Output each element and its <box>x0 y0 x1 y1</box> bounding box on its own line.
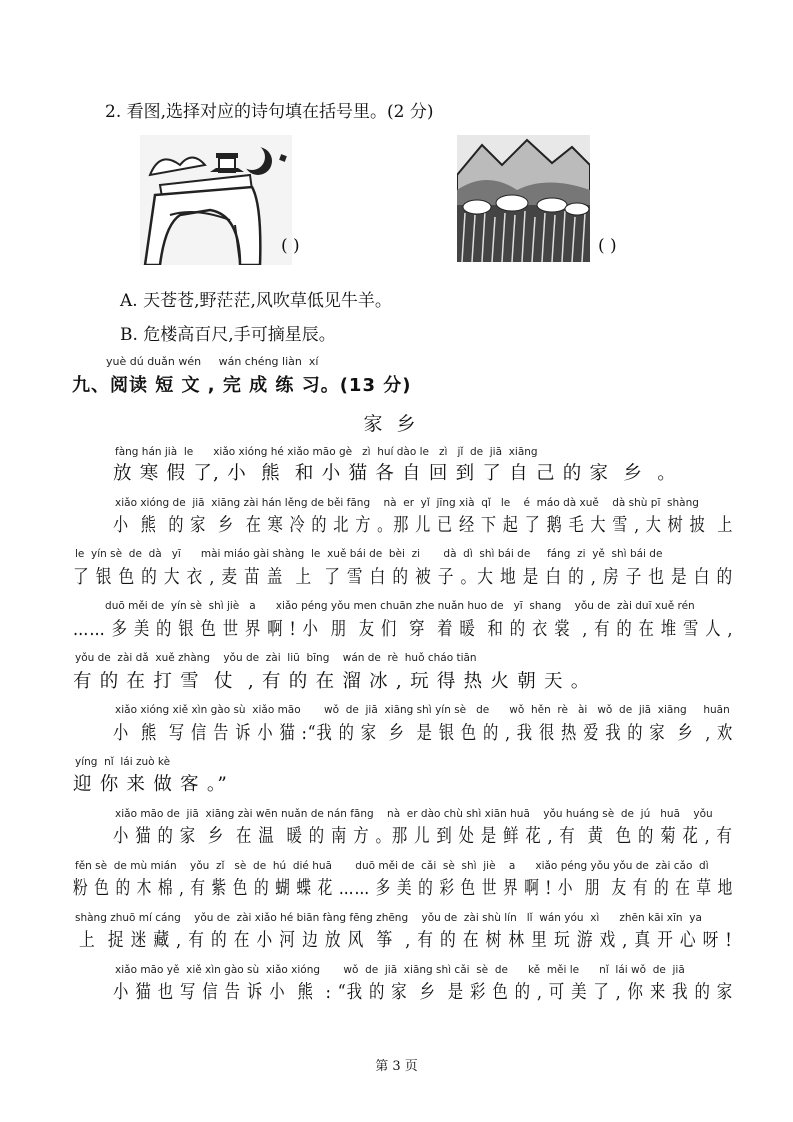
pinyin-line: xiǎo māo yě xiě xìn gào sù xiǎo xióng wǒ de jiā xiāng shì cǎi sè de kě měi le nǐ lái wǒ de jiā <box>115 964 685 976</box>
text-line: 粉 色 的 木 棉 , 有 紫 色 的 蝴 蝶 花 …… 多 美 的 彩 色 世 界 啊 ! 小 朋 友 有 的 在 草 地 <box>73 878 734 899</box>
option-a: A. 天苍苍,野茫茫,风吹草低见牛羊。 <box>120 291 392 311</box>
pinyin-line: yǒu de zài dǎ xuě zhàng yǒu de zài liū bīng wán de rè huǒ cháo tiān <box>75 652 477 664</box>
illustration-tower-moon <box>140 135 292 265</box>
pinyin-line: xiǎo xióng de jiā xiāng zài hán lěng de běi fāng nà er yǐ jīng xià qǐ le é máo dà xuě dà shù pī shàng <box>115 497 699 509</box>
pinyin-line: xiǎo xióng xiě xìn gào sù xiǎo māo wǒ de jiā xiāng shì yín sè de wǒ hěn rè ài wǒ de jiā xiāng huān <box>115 704 730 716</box>
section-title-pinyin: yuè dú duǎn wén wán chéng liàn xí <box>106 355 319 368</box>
text-line: 小 熊 的 家 乡 在 寒 冷 的 北 方 。那 儿 已 经 下 起 了 鹅 毛 大 雪 , 大 树 披 上 <box>113 515 734 536</box>
answer-blank-right[interactable]: ( ) <box>598 236 617 256</box>
pinyin-line: le yín sè de dà yī mài miáo gài shàng le xuě bái de bèi zi dà dì shì bái de fáng zi yě shì bái de <box>75 548 663 560</box>
text-line: 小 熊 写 信 告 诉 小 猫 :“我 的 家 乡 是 银 色 的 , 我 很 热 爱 我 的 家 乡 , 欢 <box>113 723 734 744</box>
answer-blank-left[interactable]: ( ) <box>281 236 300 256</box>
question-2-title: 2. 看图,选择对应的诗句填在括号里。(2 分) <box>105 102 434 122</box>
article-title: 家乡 <box>363 413 430 435</box>
text-line: …… 多 美 的 银 色 世 界 啊 ! 小 朋 友 们 穿 着 暖 和 的 衣 裳 , 有 的 在 堆 雪 人 , <box>73 619 734 640</box>
text-line: 有 的 在 打 雪 仗 , 有 的 在 溜 冰 , 玩 得 热 火 朝 天 。 <box>73 671 591 692</box>
text-line: 迎 你 来 做 客 。” <box>73 774 229 795</box>
page-number: 第 3 页 <box>375 1059 418 1074</box>
text-line: 小 猫 的 家 乡 在 温 暖 的 南 方 。那 儿 到 处 是 鲜 花 , 有 黄 色 的 菊 花 , 有 <box>113 826 733 847</box>
illustration-grassland <box>457 135 590 262</box>
pinyin-line: fěn sè de mù mián yǒu zǐ sè de hú dié huā duō měi de cǎi sè shì jiè a xiǎo péng yǒu yǒu de zài cǎo dì <box>75 860 709 872</box>
text-line: 上 捉 迷 藏 , 有 的 在 小 河 边 放 风 筝 , 有 的 在 树 林 里 玩 游 戏 , 真 开 心 呀 ! <box>73 930 733 951</box>
text-line: 小 猫 也 写 信 告 诉 小 熊 : “我 的 家 乡 是 彩 色 的 , 可 美 了 , 你 来 我 的 家 <box>113 982 734 1003</box>
text-line: 了 银 色 的 大 衣 , 麦 苗 盖 上 了 雪 白 的 被 子 。大 地 是 白 的 , 房 子 也 是 白 的 <box>73 567 734 588</box>
section-title: 九、阅读 短 文 , 完 成 练 习。(13 分) <box>72 375 412 396</box>
pinyin-line: duō měi de yín sè shì jiè a xiǎo péng yǒu men chuān zhe nuǎn huo de yī shang yǒu de zài duī xuě rén <box>75 600 695 612</box>
option-b: B. 危楼高百尺,手可摘星辰。 <box>120 325 336 345</box>
text-line: 放 寒 假 了, 小 熊 和 小 猫 各 自 回 到 了 自 己 的 家 乡 。 <box>113 463 677 484</box>
pinyin-line: xiǎo māo de jiā xiāng zài wēn nuǎn de nán fāng nà er dào chù shì xiān huā yǒu huáng sè de jú huā yǒu <box>115 808 713 820</box>
pinyin-line: shàng zhuō mí cáng yǒu de zài xiǎo hé biān fàng fēng zhēng yǒu de zài shù lín lǐ wán yóu xì zhēn kāi xīn ya <box>75 912 702 924</box>
pinyin-line: yíng nǐ lái zuò kè <box>75 756 171 768</box>
pinyin-line: fàng hán jià le xiǎo xióng hé xiǎo māo gè zì huí dào le zì jǐ de jiā xiāng <box>115 446 538 458</box>
